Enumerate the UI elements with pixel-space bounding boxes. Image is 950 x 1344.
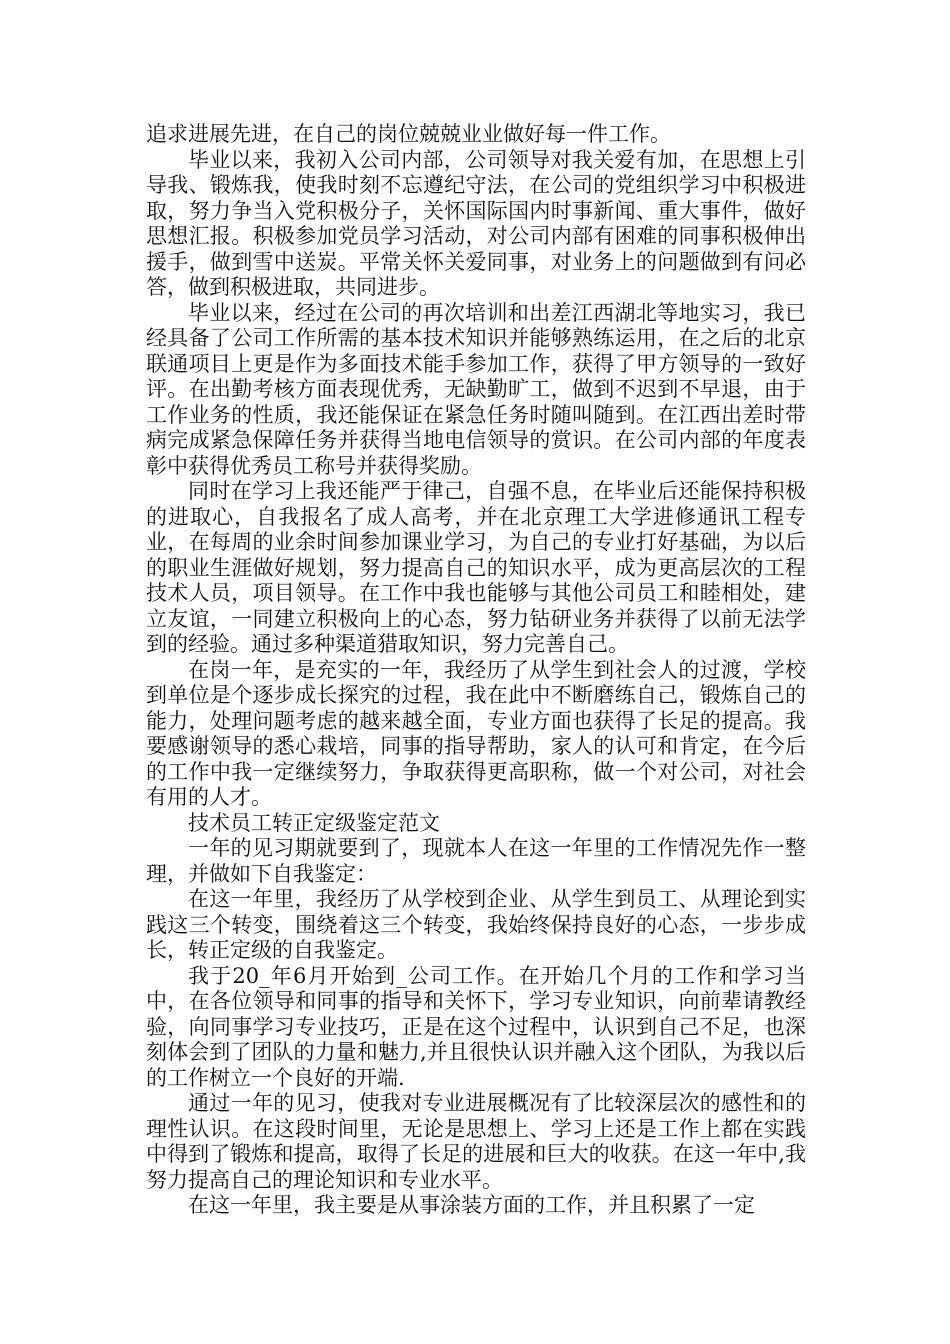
paragraph-9: 通过一年的见习，使我对专业进展概况有了比较深层次的感性和的理性认识。在这段时间里，无论是思想上、学习上还是工作上都在实践中得到了锻炼和提高，取得了长足的进展和巨大的收获。在这一年中,我努力提高自己的理论知识和专业水平。 bbox=[146, 1091, 806, 1192]
paragraph-4: 同时在学习上我还能严于律己，自强不息，在毕业后还能保持积极的进取心，自我报名了成人高考，并在北京理工大学进修通讯工程专业，在每周的业余时间参加课业学习，为自己的专业打好基础，为以后的职业生涯做好规划，努力提高自己的知识水平，成为更高层次的工程技术人员，项目领导。在工作中我也能够与其他公司员工和睦相处，建立友谊，一同建立积极向上的心态，努力钻研业务并获得了以前无法学到的经验。通过多种渠道猎取知识，努力完善自己。 bbox=[146, 479, 806, 656]
paragraph-1: 追求进展先进，在自己的岗位兢兢业业做好每一件工作。 bbox=[146, 122, 671, 146]
document-body bbox=[146, 122, 806, 1219]
paragraph-3: 毕业以来，经过在公司的再次培训和出差江西湖北等地实习，我已经具备了公司工作所需的基本技术知识并能够熟练运用，在之后的北京联通项目上更是作为多面技术能手参加工作，获得了甲方领导的一致好评。在出勤考核方面表现优秀，无缺勤旷工，做到不迟到不早退，由于工作业务的性质，我还能保证在紧急任务时随叫随到。在江西出差时带病完成紧急保障任务并获得当地电信领导的赏识。在公司内部的年度表彰中获得优秀员工称号并获得奖励。 bbox=[146, 300, 806, 478]
paragraph-10: 在这一年里，我主要是从事涂装方面的工作，并且积累了一定 bbox=[188, 1193, 755, 1217]
section-heading: 技术员工转正定级鉴定范文 bbox=[188, 810, 440, 835]
paragraph-8: 我于20_年6月开始到_公司工作。在开始几个月的工作和学习当中，在各位领导和同事的指导和关怀下，学习专业知识，向前辈请教经验，向同事学习专业技巧，正是在这个过程中，认识到自己不足，也深刻体会到了团队的力量和魅力,并且很快认识并融入这个团队，为我以后的工作树立一个良好的开端. bbox=[146, 963, 806, 1090]
paragraph-2: 毕业以来，我初入公司内部，公司领导对我关爱有加，在思想上引导我、锻炼我，使我时刻不忘遵纪守法，在公司的党组织学习中积极进取，努力争当入党积极分子，关怀国际国内时事新闻、重大事件，做好思想汇报。积极参加党员学习活动，对公司内部有困难的同事积极伸出援手，做到雪中送炭。平常关怀关爱同事，对业务上的问题做到有问必答，做到积极进取，共同进步。 bbox=[146, 147, 806, 299]
paragraph-5: 在岗一年，是充实的一年，我经历了从学生到社会人的过渡，学校到单位是个逐步成长探究的过程，我在此中不断磨练自己，锻炼自己的能力，处理问题考虑的越来越全面，专业方面也获得了长足的提高。我要感谢领导的悉心栽培，同事的指导帮助，家人的认可和肯定，在今后的工作中我一定继续努力，争取获得更高职称，做一个对公司，对社会有用的人才。 bbox=[146, 657, 806, 809]
paragraph-7: 在这一年里，我经历了从学校到企业、从学生到员工、从理论到实践这三个转变，围绕着这三个转变，我始终保持良好的心态，一步步成长，转正定级的自我鉴定。 bbox=[146, 887, 806, 962]
paragraph-6: 一年的见习期就要到了，现就本人在这一年里的工作情况先作一整理，并做如下自我鉴定： bbox=[146, 836, 806, 886]
